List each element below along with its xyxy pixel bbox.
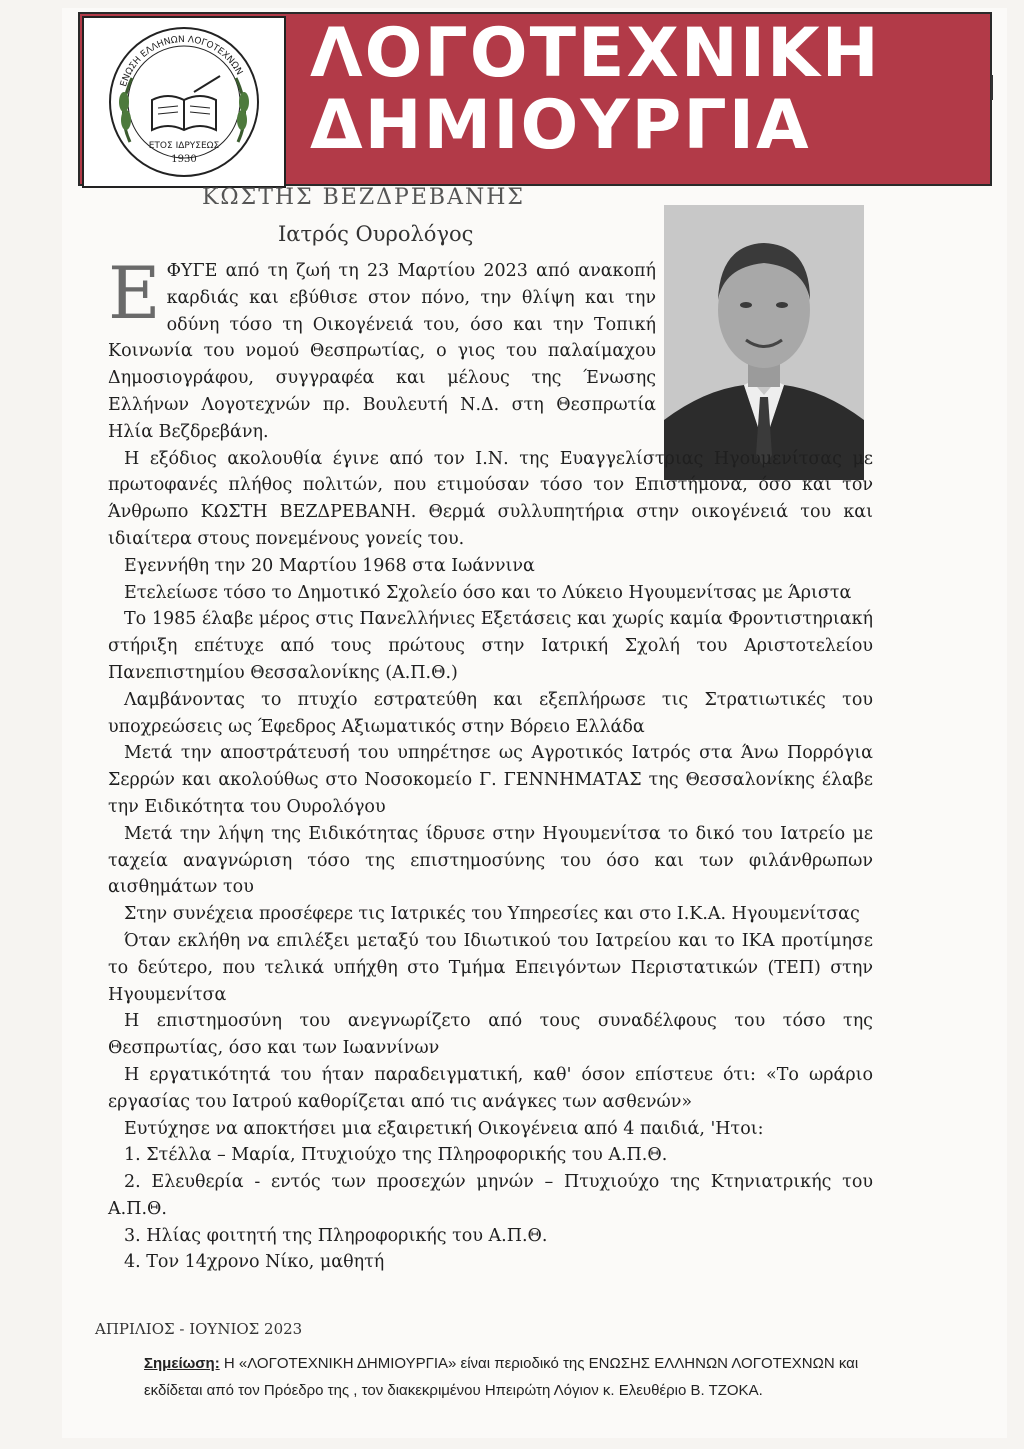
masthead-title-line-1: ΛΟΓΟΤΕΧΝΙΚΗ xyxy=(310,14,881,93)
article-paragraph-1-text: ΦΥΓΕ από τη ζωή τη 23 Μαρτίου 2023 από ανακοπή καρδιάς και εβύθισε στον πόνο, την θλίψη και την οδύνη τόσο τη Οικογένειά του, όσο και την Τοπική Κοινωνία του νομού Θεσπρωτίας, ο γιος του παλαίμαχου Δημοσιογράφου, συγγραφέα και μέλους της Ένωσης Ελλήνων Λογοτεχνών πρ. Βουλευτή Ν.Δ. στη Θεσπρωτία Ηλία Βεζδρεβάνη. xyxy=(108,261,656,442)
logo-year: 1930 xyxy=(171,154,197,165)
list-item: 1. Στέλλα – Μαρία, Πτυχιούχο της Πληροφορικής του Α.Π.Θ. xyxy=(124,1145,668,1166)
publication-note xyxy=(144,1350,864,1404)
drop-cap: Ε xyxy=(108,251,161,335)
masthead-title xyxy=(310,14,990,165)
list-item: 2. Ελευθερία - εντός των προσεχών μηνών – Πτυχιούχο της Κτηνιατρικής του Α.Π.Θ. xyxy=(108,1172,873,1219)
article-paragraph-12: Η εργατικότητά του ήταν παραδειγματική, καθ' όσον επίστευε ότι: «Το ωράριο εργασίας του Ιατρού καθορίζεται από τις ανάγκες των ασθενών» xyxy=(108,1064,873,1112)
article-subject-profession: Ιατρός Ουρολόγος xyxy=(278,222,474,246)
article-paragraph-4: Ετελείωσε τόσο το Δημοτικό Σχολείο όσο και το Λύκειο Ηγουμενίτσας με Άριστα xyxy=(124,582,852,603)
article-paragraph-3: Εγεννήθη την 20 Μαρτίου 1968 στα Ιωάννινα xyxy=(124,555,535,576)
article-paragraph-9: Στην συνέχεια προσέφερε τις Ιατρικές του Υπηρεσίες και στο Ι.Κ.Α. Ηγουμενίτσας xyxy=(124,904,860,925)
masthead-title-line-2: ΔΗΜΙΟΥΡΓΙΑ xyxy=(310,86,811,165)
list-item: 3. Ηλίας φοιτητή της Πληροφορικής του Α.Π.Θ. xyxy=(124,1225,548,1246)
article-body xyxy=(108,251,873,1276)
children-list xyxy=(108,1142,873,1276)
article-paragraph-5: Το 1985 έλαβε μέρος στις Πανελλήνιες Εξετάσεις και χωρίς καμία Φροντιστηριακή στήριξη επέτυχε από τους πρώτους στην Ιατρική Σχολή του Αριστοτελείου Πανεπιστημίου Θεσσαλονίκης (Α.Π.Θ.) xyxy=(108,609,873,683)
article-paragraph-6: Λαμβάνοντας το πτυχίο εστρατεύθη και εξεπλήρωσε τις Στρατιωτικές του υποχρεώσεις ως Έφεδρος Αξιωματικός στην Βόρειο Ελλάδα xyxy=(108,689,873,737)
issue-date: ΑΠΡΙΛΙΟΣ - ΙΟΥΝΙΟΣ 2023 xyxy=(95,1320,303,1338)
article-paragraph-10: Όταν εκλήθη να επιλέξει μεταξύ του Ιδιωτικού του Ιατρείου και το ΙΚΑ προτίμησε το δεύτερο, που τελικά υπήχθη στο Τμήμα Επειγόντων Περιστατικών (ΤΕΠ) στην Ηγουμενίτσα xyxy=(108,930,873,1005)
note-label: Σημείωση: xyxy=(144,1355,220,1372)
article-paragraph-13: Ευτύχησε να αποκτήσει μια εξαιρετική Οικογένεια από 4 παιδιά, 'Ητοι: xyxy=(124,1118,764,1139)
margin-mark xyxy=(991,75,993,100)
article-paragraph-8: Μετά την λήψη της Ειδικότητας ίδρυσε στην Ηγουμενίτσα το δικό του Ιατρείο με ταχεία αναγνώριση τόσο της επιστημοσύνης του όσο και των φιλάνθρωπων αισθημάτων του xyxy=(108,823,873,898)
article-paragraph-1 xyxy=(108,251,656,446)
logo-founded-label: ΕΤΟΣ ΙΔΡΥΣΕΩΣ xyxy=(148,141,220,151)
list-item: 4. Τον 14χρονο Νίκο, μαθητή xyxy=(124,1252,385,1273)
union-logo xyxy=(82,16,286,188)
article-paragraph-11: Η επιστημοσύνη του ανεγνωρίζετο από τους συναδέλφους του τόσο της Θεσπρωτίας, όσο και των Ιωαννίνων xyxy=(108,1011,873,1059)
logo-emblem-icon xyxy=(94,22,274,182)
article-subject-name: ΚΩΣΤΗΣ ΒΕΖΔΡΕΒΑΝΗΣ xyxy=(202,185,525,210)
logo-ring-text: ΕΝΩΣΗ ΕΛΛΗΝΩΝ ΛΟΓΟΤΕΧΝΩΝ xyxy=(119,34,245,89)
article-paragraph-7: Μετά την αποστράτευσή του υπηρέτησε ως Αγροτικός Ιατρός στα Άνω Πορρόγια Σερρών και ακολούθως στο Νοσοκομείο Γ. ΓΕΝΝΗΜΑΤΑΣ της Θεσσαλονίκης έλαβε την Ειδικότητα του Ουρολόγου xyxy=(108,743,873,817)
article-paragraph-2-start: Η εξόδιος ακολουθία έγινε από τον Ι.Ν. της Ευαγγελίστριας Ηγουμενίτσας με πρωτοφανές πλήθος πολιτών, που ετιμούσαν τόσο τον Επιστήμονα, όσο και τον Άνθρωπο ΚΩΣΤΗ ΒΕΖΔΡΕΒΑΝΗ. Θερμά συλλυπητήρια στην οικογένειά του και ιδιαίτερα στους πονεμένους γονείς του. xyxy=(108,448,873,549)
note-text: Η «ΛΟΓΟΤΕΧΝΙΚΗ ΔΗΜΙΟΥΡΓΙΑ» είναι περιοδικό της ΕΝΩΣΗΣ ΕΛΛΗΝΩΝ ΛΟΓΟΤΕΧΝΩΝ και εκδίδεται από τον Πρόεδρο της , τον διακεκριμένου Ηπειρώτη Λόγιον κ. Ελευθέριο Β. ΤΖΟΚΑ. xyxy=(144,1355,859,1399)
